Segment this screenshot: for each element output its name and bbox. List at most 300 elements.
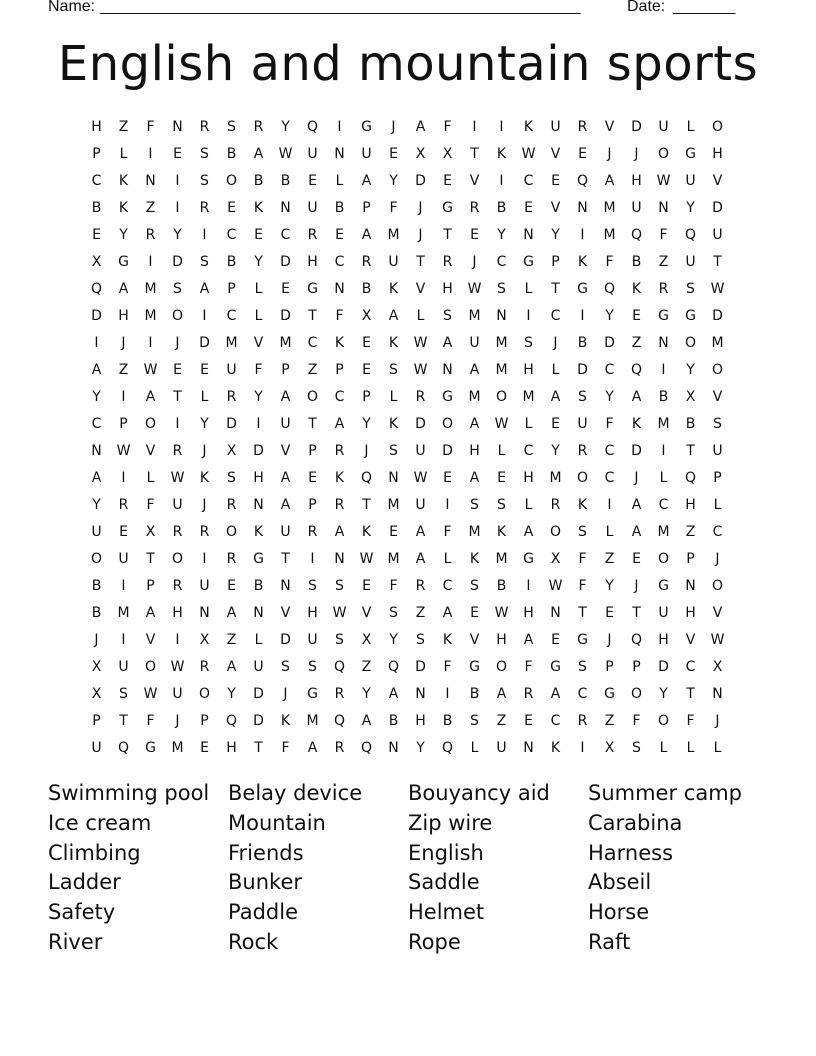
grid-letter: R bbox=[415, 388, 426, 405]
grid-letter: M bbox=[144, 307, 157, 324]
grid-letter: A bbox=[442, 604, 453, 621]
grid-letter: C bbox=[604, 442, 615, 459]
grid-letter: K bbox=[496, 523, 507, 540]
grid-letter: O bbox=[198, 685, 211, 702]
grid-letter: H bbox=[307, 253, 318, 270]
grid-letter: C bbox=[91, 172, 102, 189]
grid-letter: B bbox=[388, 712, 399, 729]
grid-letter: U bbox=[685, 172, 696, 189]
grid-letter: V bbox=[469, 631, 480, 648]
grid-letter: B bbox=[253, 577, 264, 594]
grid-letter: N bbox=[577, 199, 588, 216]
grid-letter: C bbox=[496, 253, 507, 270]
grid-letter: U bbox=[658, 118, 669, 135]
grid-letter: D bbox=[631, 118, 642, 135]
grid-letter: A bbox=[388, 307, 399, 324]
grid-letter: N bbox=[442, 361, 453, 378]
grid-letter: E bbox=[281, 280, 290, 297]
grid-letter: U bbox=[712, 442, 723, 459]
word-list bbox=[48, 779, 768, 958]
grid-letter: C bbox=[226, 307, 237, 324]
word-list-item: Ice cream bbox=[48, 810, 152, 835]
grid-letter: M bbox=[657, 523, 670, 540]
grid-letter: N bbox=[199, 604, 210, 621]
grid-letter: I bbox=[121, 388, 126, 405]
grid-letter: H bbox=[523, 361, 534, 378]
grid-letter: U bbox=[577, 415, 588, 432]
grid-letter: M bbox=[387, 550, 400, 567]
grid-letter: X bbox=[685, 388, 696, 405]
grid-letter: S bbox=[200, 253, 209, 270]
grid-letter: S bbox=[389, 604, 398, 621]
grid-letter: S bbox=[200, 172, 209, 189]
grid-letter: F bbox=[578, 550, 587, 567]
grid-letter: Y bbox=[659, 685, 668, 702]
grid-letter: B bbox=[91, 577, 102, 594]
grid-letter: V bbox=[685, 631, 696, 648]
grid-letter: G bbox=[253, 550, 264, 567]
grid-letter: D bbox=[253, 712, 264, 729]
grid-letter: A bbox=[523, 631, 534, 648]
word-list-item: Helmet bbox=[408, 900, 485, 925]
word-list-item: Carabina bbox=[588, 810, 683, 835]
grid-letter: P bbox=[119, 415, 128, 432]
word-list-item: Rock bbox=[228, 929, 279, 954]
grid-letter: H bbox=[685, 496, 696, 513]
grid-letter: P bbox=[200, 712, 209, 729]
grid-letter: R bbox=[172, 523, 183, 540]
grid-letter: N bbox=[388, 469, 399, 486]
grid-letter: T bbox=[173, 388, 182, 405]
grid-letter: Y bbox=[200, 415, 209, 432]
grid-letter: Z bbox=[658, 253, 669, 270]
grid-letter: P bbox=[713, 469, 722, 486]
grid-letter: H bbox=[658, 631, 669, 648]
grid-letter: F bbox=[254, 361, 263, 378]
grid-letter: V bbox=[712, 388, 723, 405]
grid-letter: T bbox=[713, 253, 722, 270]
grid-letter: A bbox=[145, 604, 156, 621]
grid-letter: B bbox=[253, 172, 264, 189]
name-label: Name: bbox=[48, 0, 96, 15]
grid-letter: J bbox=[418, 226, 423, 243]
grid-letter: U bbox=[91, 523, 102, 540]
grid-letter: C bbox=[523, 172, 534, 189]
grid-letter: I bbox=[148, 145, 153, 162]
grid-letter: Q bbox=[333, 712, 346, 729]
grid-letter: V bbox=[604, 118, 615, 135]
grid-letter: Y bbox=[281, 118, 290, 135]
grid-letter: C bbox=[334, 253, 345, 270]
grid-letter: I bbox=[94, 334, 99, 351]
grid-letter: F bbox=[389, 577, 398, 594]
grid-letter: S bbox=[308, 658, 317, 675]
grid-letter: R bbox=[226, 388, 237, 405]
grid-letter: Y bbox=[686, 361, 695, 378]
grid-letter: U bbox=[307, 199, 318, 216]
grid-letter: J bbox=[715, 550, 720, 567]
grid-letter: R bbox=[415, 577, 426, 594]
grid-letter: Z bbox=[361, 658, 372, 675]
grid-letter: L bbox=[524, 415, 533, 432]
grid-letter: C bbox=[226, 226, 237, 243]
grid-letter: Q bbox=[117, 739, 130, 756]
grid-letter: D bbox=[172, 253, 183, 270]
grid-letter: W bbox=[332, 604, 347, 621]
grid-letter: U bbox=[361, 145, 372, 162]
grid-letter: G bbox=[658, 577, 669, 594]
grid-letter: C bbox=[577, 685, 588, 702]
grid-letter: S bbox=[416, 631, 425, 648]
grid-letter: X bbox=[91, 658, 102, 675]
grid-letter: F bbox=[389, 199, 398, 216]
grid-letter: S bbox=[281, 658, 290, 675]
grid-letter: M bbox=[468, 307, 481, 324]
grid-letter: F bbox=[578, 577, 587, 594]
grid-letter: R bbox=[118, 496, 129, 513]
grid-letter: Y bbox=[605, 577, 614, 594]
grid-letter: Y bbox=[551, 226, 560, 243]
grid-letter: L bbox=[713, 496, 722, 513]
grid-letter: M bbox=[117, 604, 130, 621]
grid-letter: M bbox=[468, 523, 481, 540]
grid-letter: E bbox=[632, 307, 641, 324]
grid-letter: U bbox=[307, 631, 318, 648]
grid-letter: G bbox=[550, 658, 561, 675]
grid-letter: K bbox=[496, 145, 507, 162]
grid-letter: H bbox=[172, 604, 183, 621]
grid-letter: S bbox=[524, 334, 533, 351]
grid-letter: D bbox=[658, 658, 669, 675]
grid-letter: D bbox=[712, 199, 723, 216]
grid-letter: D bbox=[199, 334, 210, 351]
grid-letter: F bbox=[443, 658, 452, 675]
grid-letter: R bbox=[199, 658, 210, 675]
grid-letter: A bbox=[118, 280, 129, 297]
grid-letter: D bbox=[415, 172, 426, 189]
word-list-item: Bunker bbox=[228, 870, 302, 895]
grid-letter: W bbox=[710, 631, 725, 648]
grid-letter: D bbox=[415, 658, 426, 675]
grid-letter: O bbox=[144, 415, 157, 432]
grid-letter: S bbox=[713, 415, 722, 432]
grid-letter: F bbox=[605, 415, 614, 432]
grid-letter: L bbox=[254, 280, 263, 297]
grid-letter: N bbox=[334, 145, 345, 162]
grid-letter: I bbox=[121, 631, 126, 648]
grid-letter: W bbox=[467, 280, 482, 297]
grid-letter: M bbox=[387, 226, 400, 243]
grid-letter: L bbox=[497, 442, 506, 459]
grid-letter: V bbox=[550, 145, 561, 162]
grid-letter: F bbox=[686, 712, 695, 729]
grid-letter: T bbox=[416, 253, 425, 270]
grid-letter: B bbox=[442, 712, 453, 729]
grid-letter: O bbox=[630, 685, 643, 702]
grid-letter: K bbox=[361, 523, 372, 540]
grid-letter: A bbox=[631, 523, 642, 540]
grid-letter: F bbox=[146, 712, 155, 729]
grid-letter: J bbox=[634, 145, 639, 162]
grid-letter: P bbox=[686, 550, 695, 567]
grid-letter: E bbox=[308, 469, 317, 486]
grid-letter: J bbox=[202, 496, 207, 513]
grid-letter: R bbox=[523, 685, 534, 702]
grid-letter: Q bbox=[360, 739, 373, 756]
grid-letter: R bbox=[226, 550, 237, 567]
grid-letter: J bbox=[202, 442, 207, 459]
grid-letter: Z bbox=[631, 334, 642, 351]
grid-letter: L bbox=[551, 361, 560, 378]
grid-letter: C bbox=[442, 577, 453, 594]
grid-letter: S bbox=[497, 496, 506, 513]
grid-letter: R bbox=[172, 577, 183, 594]
grid-letter: A bbox=[631, 388, 642, 405]
grid-letter: X bbox=[415, 145, 426, 162]
grid-letter: R bbox=[577, 442, 588, 459]
grid-letter: U bbox=[496, 739, 507, 756]
grid-letter: A bbox=[442, 334, 453, 351]
grid-letter: I bbox=[310, 550, 315, 567]
grid-letter: Y bbox=[605, 307, 614, 324]
grid-letter: N bbox=[712, 685, 723, 702]
grid-letter: G bbox=[145, 739, 156, 756]
grid-letter: C bbox=[604, 469, 615, 486]
grid-letter: T bbox=[146, 550, 155, 567]
grid-letter: Q bbox=[441, 739, 454, 756]
grid-letter: B bbox=[361, 280, 372, 297]
grid-letter: L bbox=[713, 739, 722, 756]
grid-letter: K bbox=[577, 253, 588, 270]
grid-letter: G bbox=[118, 253, 129, 270]
grid-letter: V bbox=[550, 199, 561, 216]
grid-letter: S bbox=[335, 631, 344, 648]
grid-letter: L bbox=[335, 172, 344, 189]
grid-letter: L bbox=[200, 388, 209, 405]
grid-letter: Z bbox=[307, 361, 318, 378]
grid-letter: U bbox=[253, 658, 264, 675]
grid-letter: L bbox=[659, 469, 668, 486]
grid-letter: S bbox=[497, 280, 506, 297]
grid-letter: D bbox=[415, 415, 426, 432]
date-blank-line: _______ bbox=[673, 0, 736, 15]
grid-letter: Q bbox=[387, 658, 400, 675]
grid-letter: O bbox=[711, 577, 724, 594]
grid-letter: W bbox=[548, 577, 563, 594]
grid-letter: D bbox=[577, 361, 588, 378]
grid-letter: X bbox=[550, 550, 561, 567]
word-list-item: Bouyancy aid bbox=[408, 781, 550, 805]
grid-letter: H bbox=[91, 118, 102, 135]
grid-letter: W bbox=[359, 550, 374, 567]
grid-letter: M bbox=[549, 469, 562, 486]
grid-letter: R bbox=[658, 280, 669, 297]
grid-letter: N bbox=[496, 307, 507, 324]
grid-letter: M bbox=[279, 334, 292, 351]
grid-letter: I bbox=[148, 253, 153, 270]
grid-letter: O bbox=[144, 658, 157, 675]
grid-letter: V bbox=[361, 604, 372, 621]
grid-letter: R bbox=[334, 739, 345, 756]
grid-letter: F bbox=[659, 226, 668, 243]
grid-letter: L bbox=[443, 550, 452, 567]
grid-letter: H bbox=[442, 280, 453, 297]
grid-letter: F bbox=[632, 712, 641, 729]
grid-letter: L bbox=[524, 496, 533, 513]
grid-letter: O bbox=[684, 334, 697, 351]
grid-letter: U bbox=[415, 442, 426, 459]
grid-letter: A bbox=[469, 415, 480, 432]
grid-letter: T bbox=[578, 604, 587, 621]
grid-letter: E bbox=[470, 604, 479, 621]
grid-letter: F bbox=[281, 739, 290, 756]
grid-letter: J bbox=[121, 334, 126, 351]
grid-letter: H bbox=[307, 604, 318, 621]
word-list-item: Summer camp bbox=[588, 781, 742, 805]
grid-letter: A bbox=[253, 145, 264, 162]
grid-letter: A bbox=[280, 469, 291, 486]
grid-letter: K bbox=[199, 469, 210, 486]
grid-letter: D bbox=[631, 442, 642, 459]
grid-letter: J bbox=[472, 253, 477, 270]
grid-letter: I bbox=[256, 415, 261, 432]
grid-letter: P bbox=[308, 442, 317, 459]
grid-letter: T bbox=[551, 280, 560, 297]
grid-letter: B bbox=[685, 415, 696, 432]
grid-letter: Q bbox=[225, 712, 238, 729]
grid-letter: I bbox=[121, 577, 126, 594]
grid-letter: T bbox=[686, 442, 695, 459]
grid-letter: N bbox=[172, 118, 183, 135]
grid-letter: R bbox=[577, 712, 588, 729]
grid-letter: J bbox=[94, 631, 99, 648]
word-list-item: River bbox=[48, 929, 103, 954]
grid-letter: L bbox=[389, 388, 398, 405]
grid-letter: N bbox=[280, 577, 291, 594]
grid-letter: I bbox=[202, 307, 207, 324]
grid-letter: B bbox=[631, 253, 642, 270]
grid-letter: O bbox=[549, 523, 562, 540]
grid-letter: M bbox=[495, 550, 508, 567]
grid-letter: H bbox=[469, 442, 480, 459]
grid-letter: G bbox=[577, 280, 588, 297]
grid-letter: G bbox=[442, 199, 453, 216]
grid-letter: V bbox=[253, 334, 264, 351]
grid-letter: U bbox=[226, 361, 237, 378]
grid-letter: P bbox=[605, 658, 614, 675]
grid-letter: L bbox=[659, 739, 668, 756]
grid-letter: W bbox=[116, 442, 131, 459]
grid-letter: F bbox=[146, 496, 155, 513]
grid-letter: M bbox=[603, 199, 616, 216]
grid-letter: L bbox=[254, 307, 263, 324]
grid-letter: K bbox=[388, 280, 399, 297]
grid-letter: C bbox=[280, 226, 291, 243]
grid-letter: R bbox=[199, 523, 210, 540]
grid-letter: I bbox=[526, 307, 531, 324]
grid-letter: L bbox=[686, 118, 695, 135]
grid-letter: M bbox=[225, 334, 238, 351]
name-blank-line: ______________________________________________________ bbox=[100, 0, 581, 15]
grid-letter: W bbox=[656, 172, 671, 189]
grid-letter: A bbox=[631, 496, 642, 513]
grid-letter: W bbox=[710, 280, 725, 297]
grid-letter: Q bbox=[684, 226, 697, 243]
grid-letter: U bbox=[631, 199, 642, 216]
grid-letter: W bbox=[170, 658, 185, 675]
grid-letter: J bbox=[553, 334, 558, 351]
grid-letter: N bbox=[550, 604, 561, 621]
grid-letter: U bbox=[307, 145, 318, 162]
grid-letter: K bbox=[253, 199, 264, 216]
grid-letter: I bbox=[175, 199, 180, 216]
grid-letter: O bbox=[495, 658, 508, 675]
grid-letter: R bbox=[577, 118, 588, 135]
grid-letter: P bbox=[227, 280, 236, 297]
grid-letter: Q bbox=[630, 361, 643, 378]
grid-letter: E bbox=[551, 172, 560, 189]
grid-letter: V bbox=[469, 172, 480, 189]
grid-letter: Q bbox=[306, 118, 319, 135]
grid-letter: B bbox=[226, 253, 237, 270]
word-list-item: Harness bbox=[588, 840, 674, 865]
grid-letter: Y bbox=[254, 253, 263, 270]
grid-letter: B bbox=[496, 199, 507, 216]
grid-letter: N bbox=[253, 604, 264, 621]
grid-letter: S bbox=[686, 280, 695, 297]
grid-letter: A bbox=[307, 739, 318, 756]
grid-letter: N bbox=[523, 226, 534, 243]
grid-letter: O bbox=[495, 388, 508, 405]
grid-letter: W bbox=[143, 685, 158, 702]
grid-letter: A bbox=[199, 280, 210, 297]
grid-letter: C bbox=[550, 712, 561, 729]
grid-letter: K bbox=[442, 631, 453, 648]
grid-letter: K bbox=[631, 280, 642, 297]
grid-letter: B bbox=[91, 604, 102, 621]
grid-letter: I bbox=[580, 307, 585, 324]
grid-letter: E bbox=[227, 199, 236, 216]
grid-letter: X bbox=[91, 685, 102, 702]
grid-letter: A bbox=[496, 685, 507, 702]
grid-letter: S bbox=[227, 469, 236, 486]
grid-letter: O bbox=[306, 388, 319, 405]
grid-letter: Z bbox=[145, 199, 156, 216]
grid-letter: S bbox=[470, 496, 479, 513]
grid-letter: Y bbox=[227, 685, 236, 702]
grid-letter: X bbox=[361, 631, 372, 648]
grid-letter: P bbox=[362, 388, 371, 405]
grid-letter: V bbox=[280, 604, 291, 621]
grid-letter: Q bbox=[90, 280, 103, 297]
grid-letter: U bbox=[199, 577, 210, 594]
grid-letter: O bbox=[225, 172, 238, 189]
grid-letter: G bbox=[523, 253, 534, 270]
grid-letter: H bbox=[685, 604, 696, 621]
grid-letter: S bbox=[389, 361, 398, 378]
grid-letter: G bbox=[361, 118, 372, 135]
grid-letter: H bbox=[226, 739, 237, 756]
grid-letter: G bbox=[685, 145, 696, 162]
grid-letter: I bbox=[337, 118, 342, 135]
word-list-item: Zip wire bbox=[408, 810, 493, 835]
grid-letter: J bbox=[175, 712, 180, 729]
grid-letter: F bbox=[146, 118, 155, 135]
grid-letter: W bbox=[521, 145, 536, 162]
grid-letter: U bbox=[172, 496, 183, 513]
grid-letter: E bbox=[254, 226, 263, 243]
grid-letter: X bbox=[604, 739, 615, 756]
